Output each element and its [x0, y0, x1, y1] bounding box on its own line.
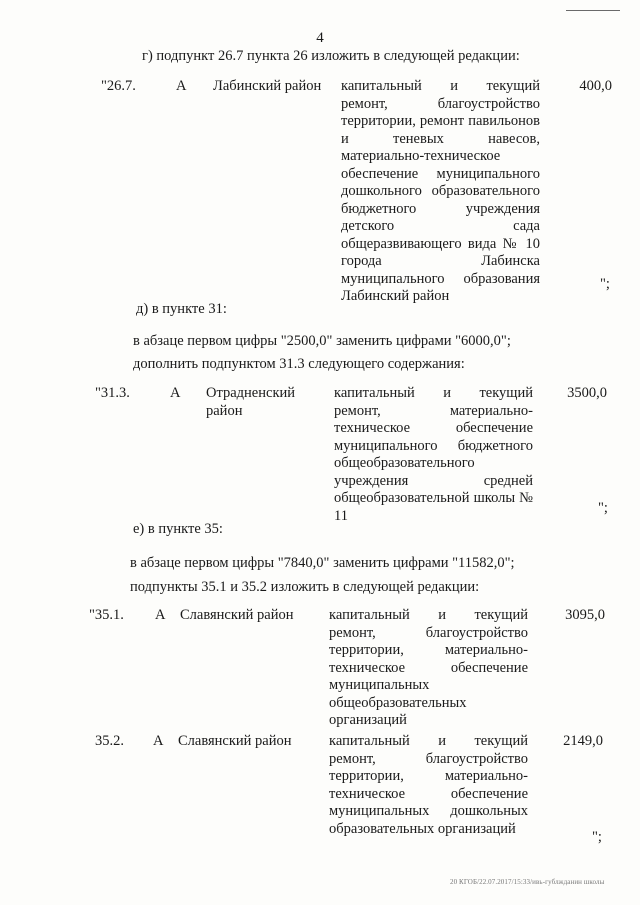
row-closing-quote: ";	[598, 500, 608, 516]
row-letter: А	[176, 78, 187, 94]
row-letter: А	[155, 607, 166, 623]
paragraph-item-g: г) подпункт 26.7 пункта 26 изложить в следующей редакции:	[142, 48, 520, 64]
row-letter: А	[153, 733, 164, 749]
row-district: Славянский район	[180, 607, 294, 623]
paragraph-subitems-35: подпункты 35.1 и 35.2 изложить в следующей редакции:	[130, 579, 480, 595]
row-number: "31.3.	[95, 385, 130, 401]
row-number: "35.1.	[89, 607, 124, 623]
row-description: капитальный и текущий ремонт, материально-техническое обеспечение муниципального бюджетного общеобразовательного учреждения средней общеобразовательной школы № 11	[334, 385, 533, 524]
row-district: Отрадненский район	[206, 385, 296, 419]
paragraph-add-31-3: дополнить подпунктом 31.3 следующего содержания:	[133, 356, 465, 372]
row-district: Лабинский район	[213, 78, 322, 94]
row-description: капитальный и текущий ремонт, благоустройство территории, ремонт павильонов и теневых навесов, материально-техническое обеспечение муниципального дошкольного образовательного бюджетного учреждения детского сада общеразвивающего вида № 10 города Лабинска муниципального образования Лабинский район	[341, 78, 540, 304]
footer-stamp: 20 КГОБ/22.07.2017/15:33/ивь-гублжданин школы	[450, 878, 605, 886]
row-amount: 2149,0	[563, 733, 603, 749]
row-district: Славянский район	[178, 733, 292, 749]
row-closing-quote: ";	[600, 276, 610, 292]
row-number: 35.2.	[95, 733, 124, 749]
row-description: капитальный и текущий ремонт, благоустройство территории, материально-техническое обеспечение муниципальных общеобразовательных организаций	[329, 607, 528, 728]
paragraph-replace-1: в абзаце первом цифры "2500,0" заменить цифрами "6000,0";	[133, 333, 511, 349]
row-amount: 3095,0	[565, 607, 605, 623]
page-number: 4	[316, 30, 324, 46]
scan-artifact-line	[566, 10, 620, 11]
row-description: капитальный и текущий ремонт, благоустройство территории, материально-техническое обеспечение муниципальных дошкольных образовательных организаций	[329, 733, 528, 837]
paragraph-replace-2: в абзаце первом цифры "7840,0" заменить цифрами "11582,0";	[130, 555, 515, 571]
paragraph-item-d: д) в пункте 31:	[136, 301, 227, 317]
row-closing-quote: ";	[592, 829, 602, 845]
row-amount: 3500,0	[567, 385, 607, 401]
row-amount: 400,0	[579, 78, 612, 94]
paragraph-item-e: е) в пункте 35:	[133, 521, 223, 537]
row-letter: А	[170, 385, 181, 401]
row-number: "26.7.	[101, 78, 136, 94]
